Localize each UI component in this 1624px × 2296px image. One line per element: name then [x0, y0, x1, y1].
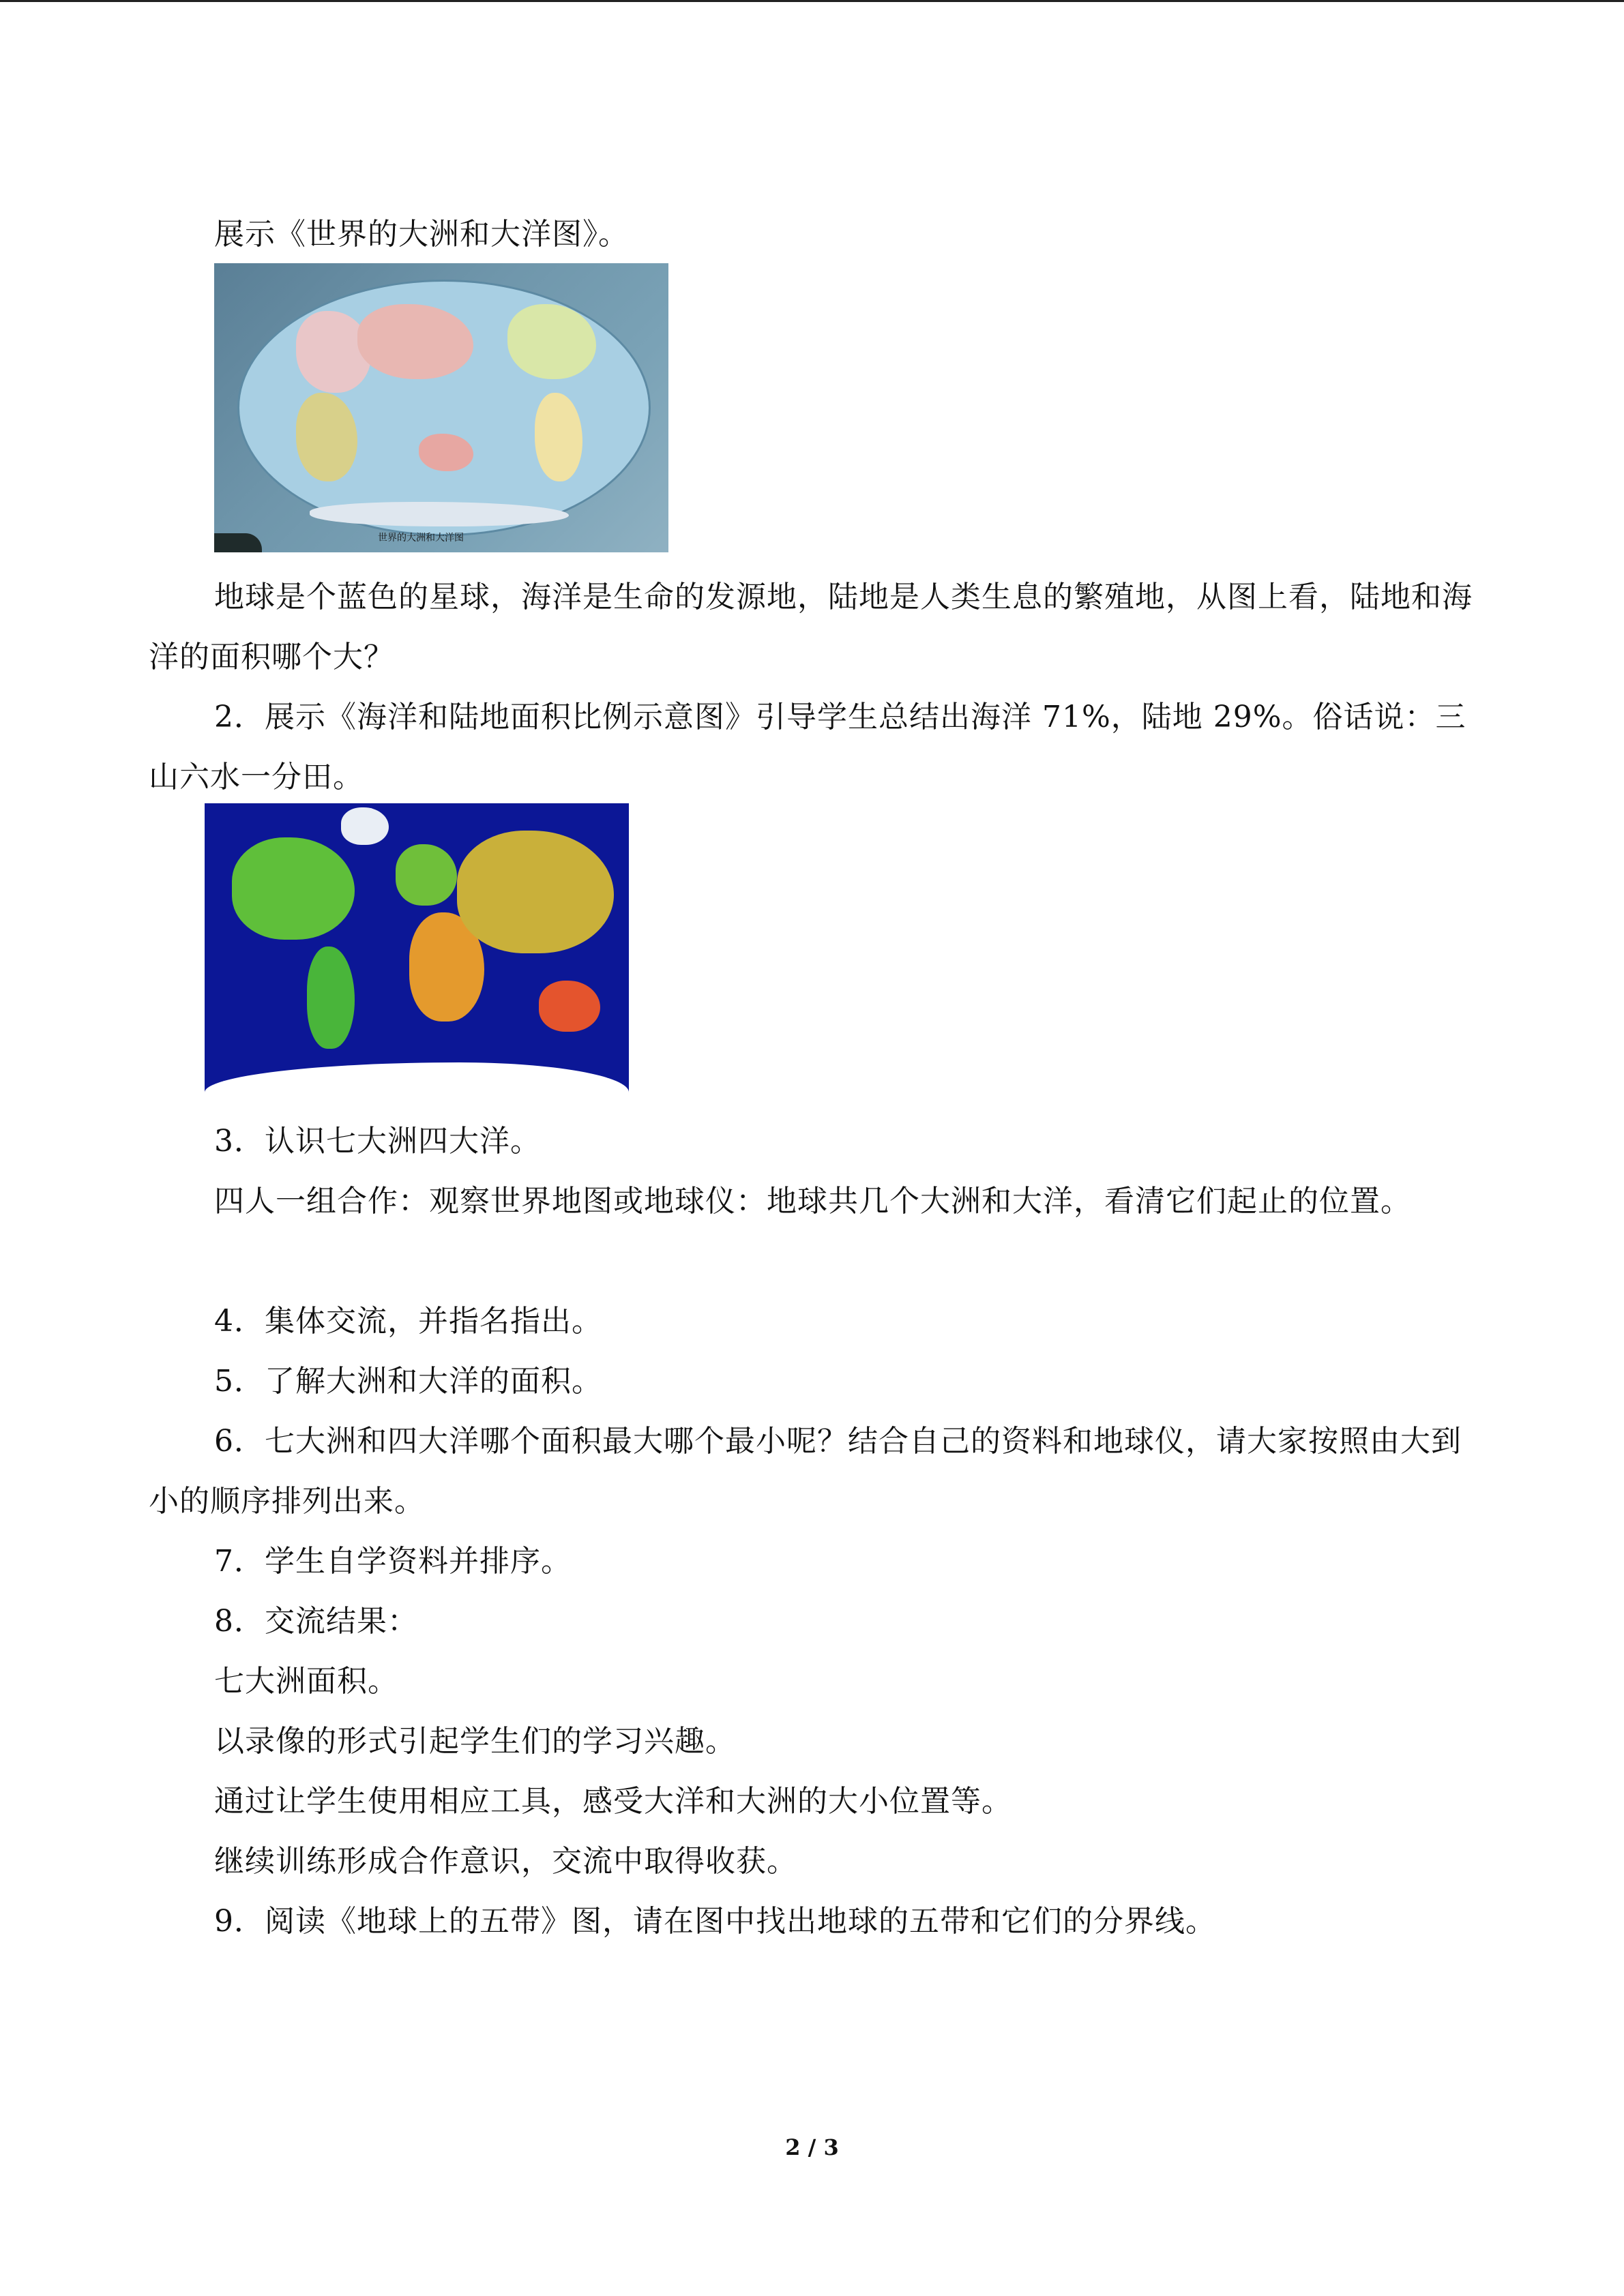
- antarctica-land: [205, 1062, 629, 1092]
- map-caption: 世界的大洲和大洋图: [378, 533, 464, 543]
- corner-tab: [214, 533, 262, 552]
- paragraph-ocean-land-ratio: 2．展示《海洋和陆地面积比例示意图》引导学生总结出海洋 71%，陆地 29%。俗话说：三山六水一分田。: [149, 700, 1466, 794]
- paragraph-step-3: 3．认识七大洲四大洋。: [214, 1124, 541, 1159]
- paragraph-show-map: 展示《世界的大洲和大洋图》。: [214, 217, 629, 252]
- paragraph-step-6: 6．七大洲和四大洋哪个面积最大哪个最小呢？结合自己的资料和地球仪，请大家按照由大到小的顺序排列出来。: [149, 1424, 1462, 1519]
- ocean-land-ratio-map: [205, 803, 629, 1092]
- asia-land: [457, 831, 614, 953]
- paragraph-step-4: 4．集体交流，并指名指出。: [214, 1304, 602, 1339]
- australia-land: [539, 981, 600, 1032]
- paragraph-video-interest: 以录像的形式引起学生们的学习兴趣。: [214, 1724, 736, 1759]
- paragraph-continent-area: 七大洲面积。: [214, 1664, 398, 1699]
- antarctica-land: [310, 502, 569, 526]
- page-number: 2 / 3: [785, 2134, 839, 2160]
- north-america-land: [232, 837, 355, 940]
- paragraph-group-work: 四人一组合作：观察世界地图或地球仪：地球共几个大洲和大洋，看清它们起止的位置。: [214, 1184, 1411, 1219]
- europe-land: [396, 844, 457, 906]
- paragraph-blue-planet: 地球是个蓝色的星球，海洋是生命的发源地，陆地是人类生息的繁殖地，从图上看，陆地和海洋的面积哪个大？: [149, 580, 1473, 674]
- world-continents-oceans-map: [214, 263, 668, 552]
- greenland-land: [341, 807, 389, 845]
- paragraph-step-7: 7．学生自学资料并排序。: [214, 1544, 572, 1579]
- paragraph-tools: 通过让学生使用相应工具，感受大洋和大洲的大小位置等。: [214, 1784, 1012, 1819]
- south-america-land: [307, 946, 355, 1049]
- paragraph-step-9: 9．阅读《地球上的五带》图，请在图中找出地球的五带和它们的分界线。: [214, 1904, 1216, 1939]
- paragraph-step-8: 8．交流结果：: [214, 1604, 418, 1639]
- paragraph-step-5: 5．了解大洲和大洋的面积。: [214, 1364, 602, 1399]
- paragraph-cooperation: 继续训练形成合作意识，交流中取得收获。: [214, 1844, 797, 1879]
- page-top-border: [0, 0, 1624, 2]
